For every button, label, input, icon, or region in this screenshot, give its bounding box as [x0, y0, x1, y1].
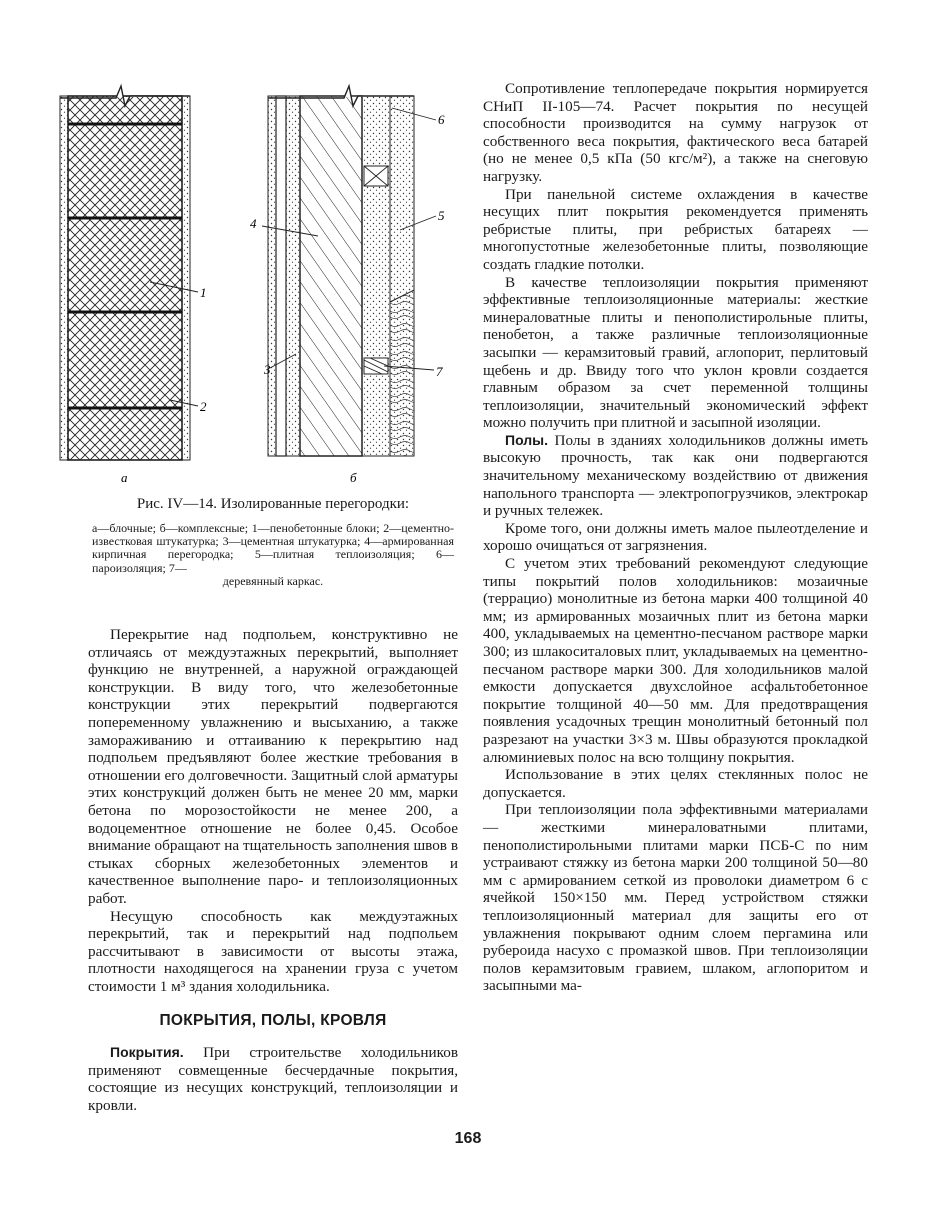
runin-heading: Полы. — [505, 431, 549, 448]
callout-6: 6 — [438, 112, 445, 127]
label-a: а — [121, 470, 128, 485]
callout-4: 4 — [250, 216, 257, 231]
legend-text-last: деревянный каркас. — [222, 573, 324, 588]
paragraph: Перекрытие над подпольем, конструктивно не отличаясь от междуэтажных перекрытий, выполняет функцию не внутренней, а наружной ограждающей конструкции. В виду того, что железобетонные конструкции этих перекрытий подвергаются попеременному увлажнению и высыханию, а также замораживанию и оттаиванию к перекрытию над подпольем предъявляют более жесткие требования в отношении его долговечности. Защитный слой арматуры этих конструкций должен быть не менее 20 мм, марки бетона по морозостойкости не менее 200, а водоцементное отношение не более 0,45. Особое внимание обращают на тщательность заполнения швов в стыках сборных железобетонных элементов и качественное выполнение паро- и теплоизоляционных работ. — [88, 626, 458, 907]
figure-caption-legend — [92, 522, 454, 588]
diagram-b — [250, 86, 445, 485]
figure-caption-title: Рис. IV—14. Изолированные перегородки: — [136, 496, 410, 512]
paragraph: При теплоизоляции пола эффективными материалами — жесткими минераловатными плитами, пенополистирольными плитами марки ПСБ-С по ним устраивают стяжку из бетона марки 200 толщиной 50—80 мм с армированием сеткой из проволоки диаметром 6 с ячейкой 150×150 мм. Перед устройством стяжки теплоизоляционный материал для защиты его от увлажнения покрывают одним слоем пергамина или рубероида насухо с промазкой швов. При теплоизоляции полов керамзитовым гравием, шлаком, аглопоритом и засыпными ма- — [483, 801, 868, 995]
diagram-a — [60, 86, 207, 485]
paragraph: При панельной системе охлаждения в качестве несущих плит покрытия рекомендуется применять ребристые плиты, при ребристых батареях — многопустотные железобетонные плиты, позволяющие создать гладкие потолки. — [483, 185, 868, 273]
callout-7: 7 — [436, 364, 443, 379]
callout-3: 3 — [264, 362, 271, 377]
paragraph: Кроме того, они должны иметь малое пылеотделение и хорошо очищаться от загрязнения. — [483, 519, 868, 555]
paragraph-text: Полы в зданиях холодильников должны иметь высокую прочность, так как они подвергаются значительному механическому воздействию от движения напольного транспорта — электропогрузчиков, электрокар и ручных тележек. — [483, 431, 868, 520]
label-b: б — [350, 470, 357, 485]
section-heading: ПОКРЫТИЯ, ПОЛЫ, КРОВЛЯ — [159, 1012, 387, 1029]
runin-heading: Покрытия. — [110, 1044, 184, 1060]
paragraph: В качестве теплоизоляции покрытия применяют эффективные теплоизоляционные материалы: жесткие минераловатные плиты и пенополистирольные плиты, пенобетон, а также различные теплоизоляционные засыпки — керамзитовый гравий, аглопорит, перлитовый щебень и др. Ввиду того что уклон кровли создается главным образом за счет переменной толщины теплоизоляции, значительный экономический эффект можно получить при плитной и засыпной изоляции. — [483, 273, 868, 432]
legend-text: а—блочные; б—комплексные; 1—пенобетонные блоки; 2—цементно-известковая штукатурка; 3—цементная штукатурка; 4—армированная кирпичная перегородка; 5—плитная теплоизоляция; 6—пароизоляция; 7— — [92, 521, 454, 575]
paragraph: Несущую способность как междуэтажных перекрытий, так и перекрытий над подпольем рассчитывают в зависимости от высоты этажа, плотности находящегося на хранении груза с учетом стоимости 1 м³ здания холодильника. — [88, 907, 458, 995]
figure-partitions — [0, 0, 470, 500]
left-column — [88, 626, 458, 995]
page-number: 168 — [454, 1130, 482, 1147]
paragraph: Использование в этих целях стеклянных полос не допускается. — [483, 766, 868, 801]
paragraph-text: При строительстве холодильников применяют совмещенные бесчердачные покрытия, состоящие из несущих конструкций, теплоизоляции и кровли. — [88, 1044, 458, 1114]
callout-1: 1 — [200, 285, 207, 300]
pokrytiya-section — [88, 1044, 458, 1114]
paragraph: Сопротивление теплопередаче покрытия нормируется СНиП II-105—74. Расчет покрытия по несущей способности производится на сумму нагрузок от собственного веса покрытия, фактического веса батарей (но не менее 0,5 кПа (50 кгс/м²), а также на снеговую нагрузку. — [483, 80, 868, 185]
paragraph — [88, 1044, 458, 1114]
paragraph: С учетом этих требований рекомендуют следующие типы покрытий полов холодильников: мозаичные (террацио) монолитные из бетона марки 400 толщиной 40 мм; из армированных мозаичных плит из бетона марки 400, укладываемых на цементно-песчаном растворе марки 300; из шлакоситаловых плит, укладываемых на цементно-песчаном растворе марки 300. Для холодильников малой емкости допускается двухслойное асфальтобетонное покрытие толщиной 40—50 мм. Для предотвращения появления усадочных трещин монолитный бетонный пол разрезают на участки 3×3 м. Швы образуются прокладкой алюминиевых полос на всю толщину покрытия. — [483, 555, 868, 766]
callout-5: 5 — [438, 208, 445, 223]
right-column — [483, 80, 868, 995]
callout-2: 2 — [200, 399, 207, 414]
paragraph — [483, 432, 868, 520]
